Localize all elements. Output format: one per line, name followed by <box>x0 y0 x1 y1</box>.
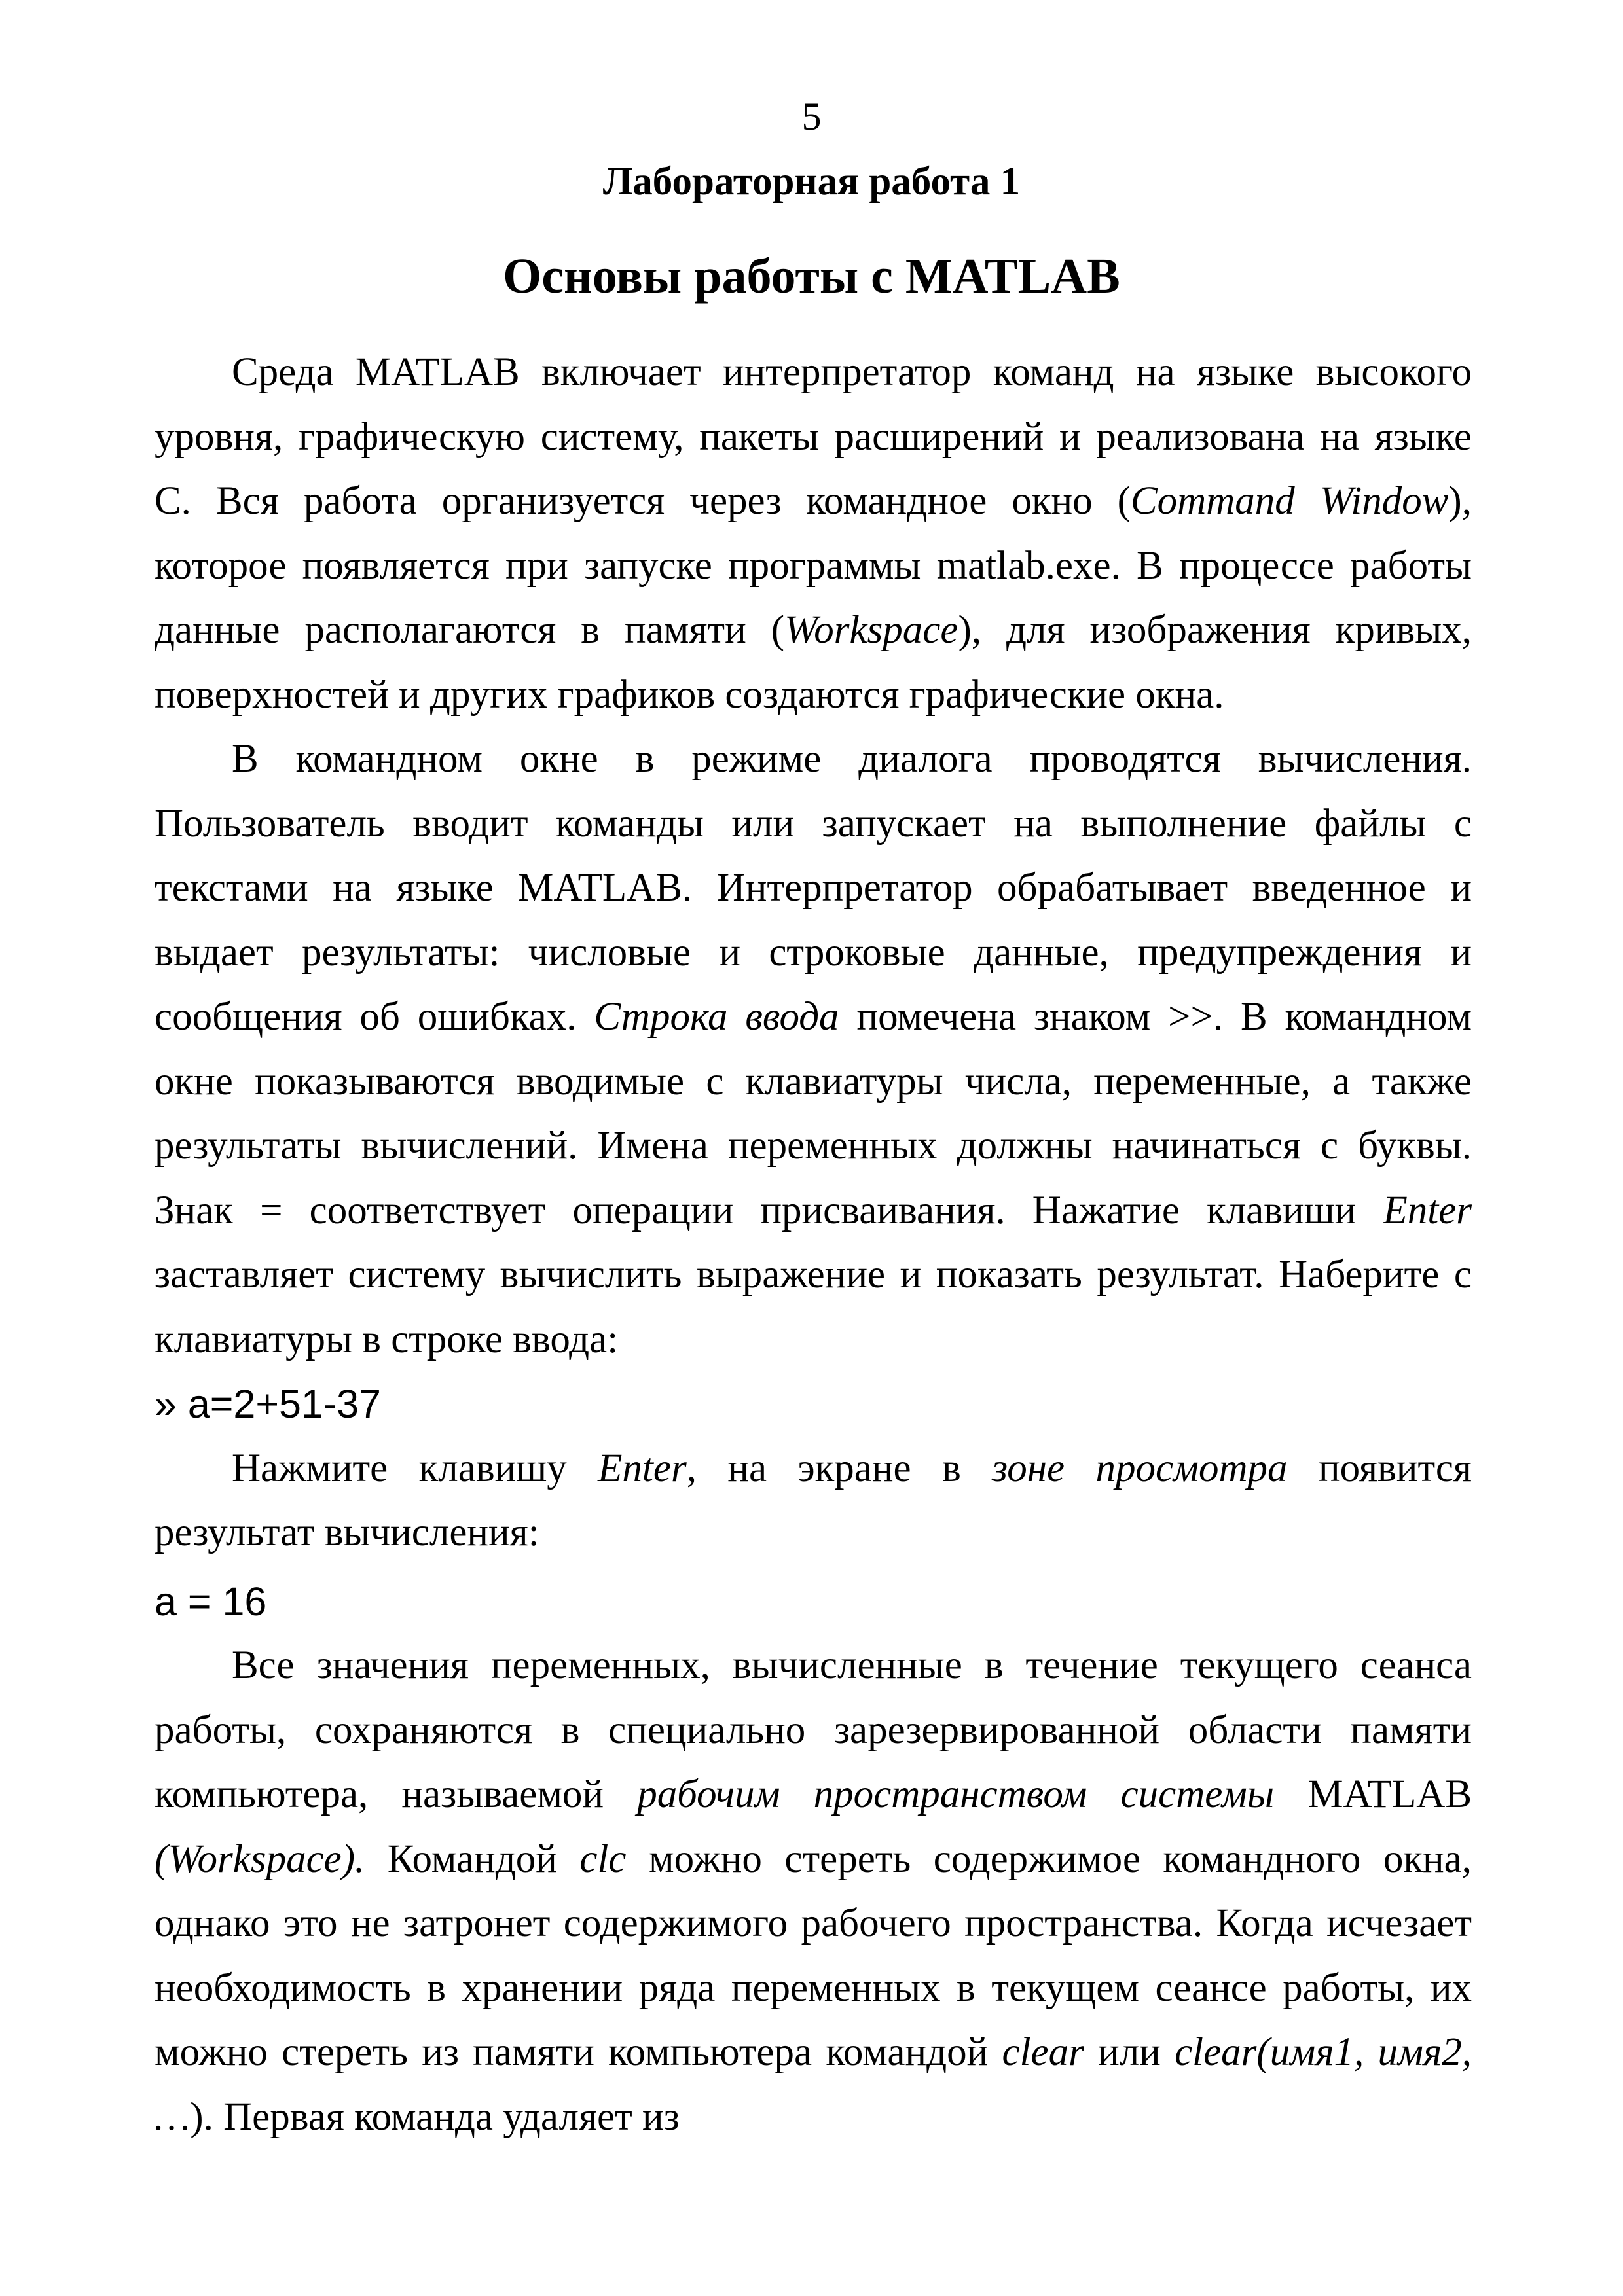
text-run: MATLAB <box>1274 1772 1472 1816</box>
text-run: Командой <box>365 1837 580 1881</box>
italic-term: Workspace <box>784 608 958 652</box>
text-run: или <box>1084 2030 1175 2074</box>
italic-term: Строка ввода <box>594 995 839 1039</box>
italic-term: clear(имя1, имя2, … <box>155 2030 1472 2139</box>
code-example-result: a = 16 <box>155 1579 267 1624</box>
italic-term: clc <box>579 1837 627 1881</box>
italic-term: (Workspace). <box>155 1837 365 1881</box>
text-run: ), которое появляется при запуске программы matlab.exe. В процессе работы данные располагаются в памяти ( <box>155 479 1472 652</box>
text-run: Все значения переменных, вычисленные в течение текущего сеанса работы, сохраняются в специально зарезервированной области памяти компьютера, называемой <box>155 1643 1472 1816</box>
text-run: помечена знаком >>. В командном окне показываются вводимые с клавиатуры числа, переменные, а также результаты вычислений. Имена переменных должны начинаться с буквы. Знак = соответствует операции присваивания. Нажатие клавиши <box>155 995 1472 1232</box>
text-run: можно стереть содержимое командного окна, однако это не затронет содержимого рабочего пространства. Когда исчезает необходимость в хранении ряда переменных в текущем сеансе работы, их можно стереть из памяти компьютера командой <box>155 1837 1472 2074</box>
paragraph-workspace <box>155 1634 1472 2149</box>
italic-term: clear <box>1002 2030 1084 2074</box>
text-run: Среда MATLAB включает интерпретатор команд на языке высокого уровня, графическую систему, пакеты расширений и реализована на языке С. Вся работа организуется через командное окно ( <box>155 350 1472 523</box>
text-run: В командном окне в режиме диалога проводятся вычисления. Пользователь вводит команды или запускает на выполнение файлы с текстами на языке MATLAB. Интерпретатор обрабатывает введенное и выдает результаты: числовые и строковые данные, предупреждения и сообщения об ошибках. <box>155 737 1472 1039</box>
text-run: , на экране в <box>686 1446 993 1490</box>
body-text <box>155 340 1472 2149</box>
text-run: заставляет систему вычислить выражение и показать результат. Наберите с клавиатуры в строке ввода: <box>155 1253 1472 1361</box>
page-number: 5 <box>801 95 822 138</box>
text-run: появится результат вычисления: <box>155 1446 1472 1554</box>
italic-term: Command Window <box>1130 479 1449 523</box>
paragraph-command-window <box>155 727 1472 1372</box>
text-run: ). Первая команда удаляет из <box>190 2094 680 2139</box>
paragraph-intro <box>155 340 1472 727</box>
italic-term: Enter <box>1383 1188 1472 1232</box>
italic-term: рабочим пространством системы <box>637 1772 1275 1816</box>
text-run: Нажмите клавишу <box>232 1446 598 1490</box>
main-title: Основы работы с MATLAB <box>503 249 1120 304</box>
italic-term: Enter <box>598 1446 687 1490</box>
text-run: ), для изображения кривых, поверхностей и других графиков создаются графические окна. <box>155 608 1472 717</box>
code-example-input: » a=2+51-37 <box>155 1382 381 1426</box>
paragraph-press-enter <box>155 1437 1472 1566</box>
lab-title: Лабораторная работа 1 <box>602 160 1021 204</box>
italic-term: зоне просмотра <box>992 1446 1288 1490</box>
